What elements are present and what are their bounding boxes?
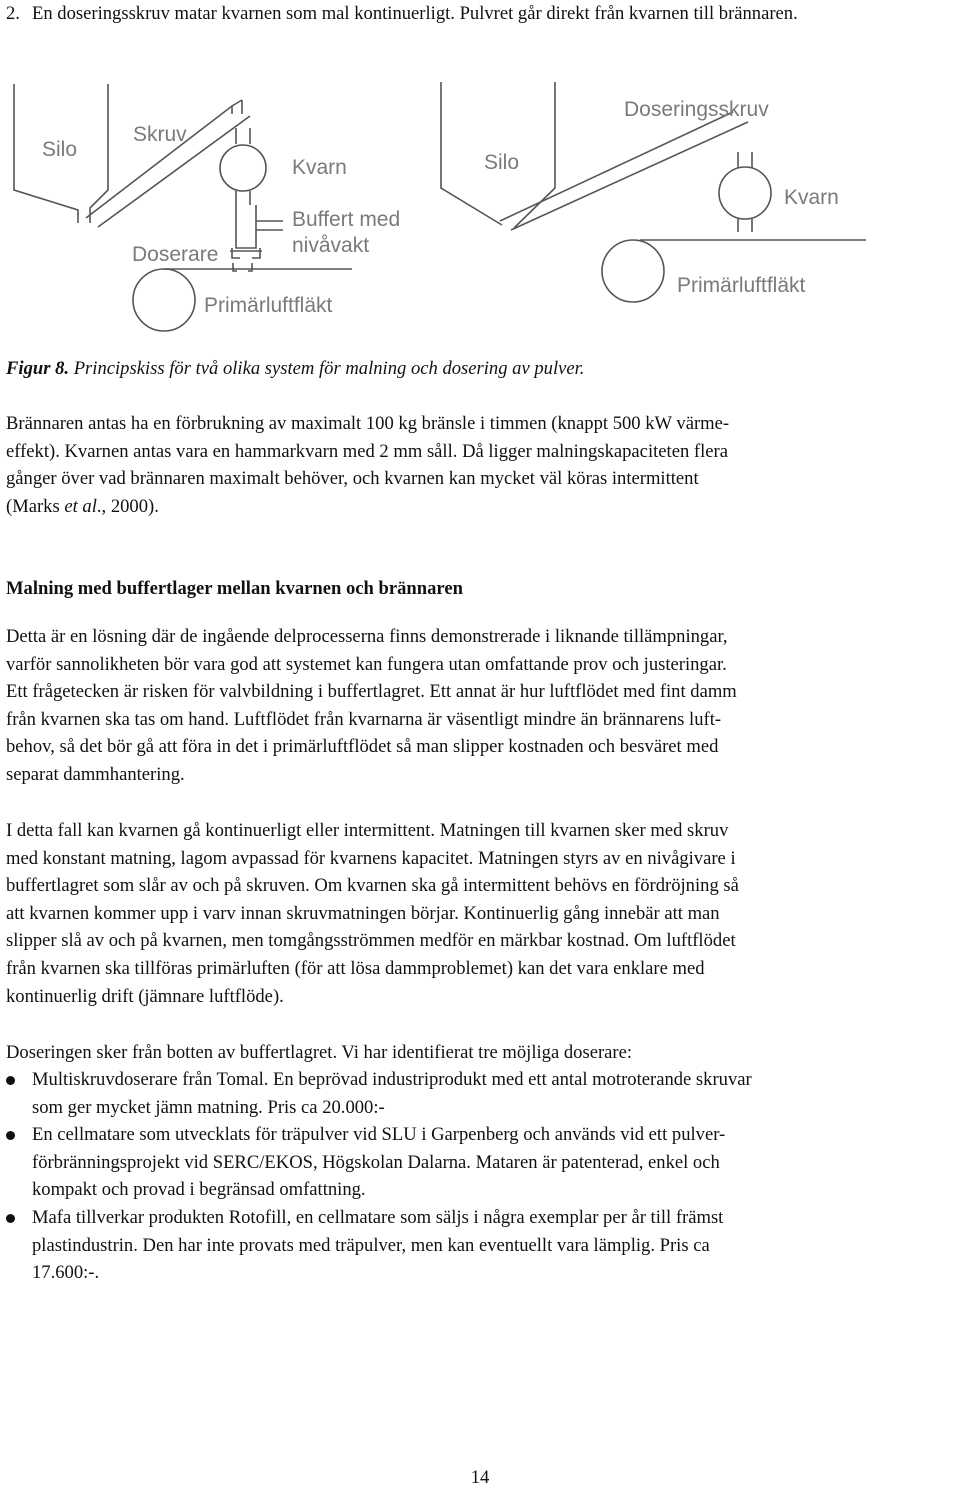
label-doseringsskruv: Doseringsskruv	[624, 98, 769, 121]
bullet-icon	[6, 1214, 15, 1223]
list-item-text: En doseringsskruv matar kvarnen som mal kontinuerligt. Pulvret går direkt från kvarnen till brännaren.	[32, 3, 798, 24]
bullet-icon	[6, 1131, 15, 1140]
text-line: från kvarnen ska tas om hand. Luftflödet från kvarnarna är väsentligt mindre än brännarens luft-	[6, 708, 722, 730]
text-line: med konstant matning, lagom avpassad för kvarnens kapacitet. Matningen styrs av en nivågivare i	[6, 847, 736, 869]
text-run: (Marks	[6, 495, 65, 517]
list-number: 2.	[6, 3, 20, 24]
label-silo-right: Silo	[484, 151, 520, 174]
text-run: ., 2000).	[96, 495, 159, 517]
text-line: Detta är en lösning där de ingående delprocesserna finns demonstrerade i liknande tillämpningar,	[6, 626, 728, 647]
text-line: som ger mycket jämn matning. Pris ca 20.000:-	[32, 1096, 385, 1118]
text-line: effekt). Kvarnen antas vara en hammarkvarn med 2 mm såll. Då ligger malningskapaciteten flera	[6, 440, 728, 462]
caption-text: Principskiss för två olika system för malning och dosering av pulver.	[69, 358, 585, 379]
text-line: Mafa tillverkar produkten Rotofill, en cellmatare som säljs i några exemplar per år till främst	[32, 1206, 724, 1228]
et-al: et al	[64, 495, 97, 517]
text-line: I detta fall kan kvarnen gå kontinuerligt eller intermittent. Matningen till kvarnen sker med skruv	[6, 820, 729, 841]
label-kvarn-left: Kvarn	[292, 156, 347, 179]
paragraph-consumption	[6, 410, 946, 520]
label-silo-left: Silo	[42, 138, 78, 161]
text-line: Multiskruvdoserare från Tomal. En beprövad industriprodukt med ett antal motroterande skruvar	[32, 1069, 752, 1090]
list-item	[6, 1066, 951, 1121]
text-line: Brännaren antas ha en förbrukning av maximalt 100 kg bränsle i timmen (knappt 500 kW värme-	[6, 413, 730, 434]
text-line: från kvarnen ska tillföras primärluften (för att lösa dammproblemet) kan det vara enklare med	[6, 957, 705, 979]
paragraph-operation	[6, 817, 946, 1010]
label-flakt-right: Primärluftfläkt	[677, 274, 806, 297]
text-line: gånger över vad brännaren maximalt behöver, och kvarnen kan mycket väl köras intermittent	[6, 468, 699, 490]
text-line: slipper slå av och på kvarnen, men tomgångsströmmen medför en märkbar kostnad. Om luftflödet	[6, 930, 736, 952]
text-line: varför sannolikheten bör vara god att systemet kan fungera utan omfattande prov och justeringar.	[6, 653, 727, 675]
text-line	[6, 493, 946, 521]
section-heading: Malning med buffertlager mellan kvarnen och brännaren	[6, 578, 463, 599]
left-buffer	[230, 205, 283, 258]
label-buffert-2: nivåvakt	[292, 234, 370, 257]
label-skruv: Skruv	[133, 123, 187, 146]
page-number: 14	[470, 1467, 490, 1488]
text-line: behov, så det bör gå att föra in det i primärluftflödet så man slipper kostnaden och besväret med	[6, 736, 719, 758]
label-buffert-1: Buffert med	[292, 208, 401, 231]
label-kvarn-right: Kvarn	[784, 186, 839, 209]
text-line: kontinuerlig drift (jämnare luftflöde).	[6, 985, 284, 1007]
doser-list	[6, 1066, 951, 1287]
paragraph-solution	[6, 623, 946, 789]
text-line: 17.600:-.	[32, 1262, 100, 1284]
text-line: separat dammhantering.	[6, 763, 185, 785]
left-mill	[220, 128, 266, 205]
paragraph-dosing: Doseringen sker från botten av buffertlagret. Vi har identifierat tre möjliga doserare:	[6, 1042, 633, 1063]
list-item	[6, 1121, 951, 1204]
label-flakt-left: Primärluftfläkt	[204, 294, 333, 317]
text-line: plastindustrin. Den har inte provats med träpulver, men kan eventuellt vara lämplig. Pris ca	[32, 1234, 710, 1256]
text-line: buffertlagret som slår av och på skruven. Om kvarnen ska gå intermittent behövs en fördröjning så	[6, 875, 739, 897]
list-item	[6, 1204, 951, 1287]
text-line: förbränningsprojekt vid SERC/EKOS, Högskolan Dalarna. Mataren är patenterad, enkel och	[32, 1151, 720, 1173]
text-line: att kvarnen kommer upp i varv innan skruvmatningen börjar. Kontinuerlig gång innebär att man	[6, 902, 720, 924]
label-doserare: Doserare	[132, 243, 219, 266]
text-line: Ett frågetecken är risken för valvbildning i buffertlagret. Ett annat är hur luftflödet med fint damm	[6, 681, 737, 703]
list-item-2	[6, 0, 936, 28]
right-mill	[719, 152, 771, 232]
figure-8-diagram	[0, 70, 960, 340]
figure-caption	[6, 355, 584, 383]
text-line: En cellmatare som utvecklats för träpulver vid SLU i Garpenberg och används vid ett pulver-	[32, 1124, 726, 1146]
bullet-icon	[6, 1076, 15, 1085]
left-screw	[86, 100, 250, 227]
caption-label: Figur 8.	[6, 358, 70, 379]
right-dosing-screw	[500, 112, 748, 230]
text-line: kompakt och provad i begränsad omfattning.	[32, 1179, 366, 1201]
